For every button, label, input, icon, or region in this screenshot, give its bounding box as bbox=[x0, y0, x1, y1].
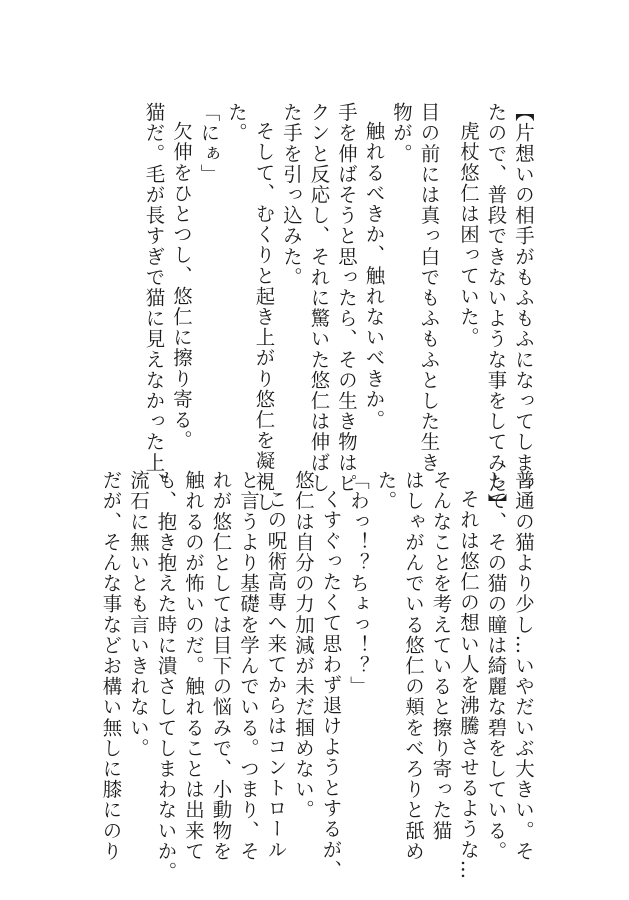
body-line: た。 bbox=[225, 102, 248, 144]
body-line: 触れるべきか、触れないべきか。 bbox=[362, 121, 386, 430]
title-line-1: 【片想いの相手がもふもふになってしまっ bbox=[512, 102, 535, 494]
body-line: 虎杖悠仁は困っていた。 bbox=[457, 121, 480, 348]
body-line: そして、むくりと起き上がり悠仁を凝視し bbox=[252, 121, 276, 513]
dialogue-line: 「にぁ」 bbox=[197, 102, 221, 185]
body-line: 悠仁は自分の力加減が未だ掴めない。 bbox=[292, 470, 315, 821]
body-line: と言うより基礎を学んでいる。つまり、そ bbox=[237, 470, 260, 862]
body-line: だが、そんな事などお構い無しに膝にのり bbox=[99, 470, 123, 862]
body-line: この呪術高専へ来てからはコントロール bbox=[264, 489, 288, 860]
body-line: た手を引っ込みた。 bbox=[280, 102, 303, 288]
body-line: 流石に無いとも言いきれない。 bbox=[127, 470, 150, 759]
body-line: くすぐったくて思わず退けようとするが、 bbox=[319, 489, 343, 881]
body-line: クンと反応し、それに驚いた悠仁は伸ばし bbox=[307, 102, 331, 494]
body-line: それは悠仁の想い人を沸騰させるような… bbox=[457, 489, 480, 881]
body-line: れが悠仁としては目下の悩みで、小動物を bbox=[209, 470, 233, 862]
body-line: 普通の猫より少し…いやだいぶ大きい。そ bbox=[512, 470, 535, 862]
bottom-text-block bbox=[97, 470, 537, 882]
body-line: 欠伸をひとつし、悠仁に擦り寄る。 bbox=[170, 121, 193, 451]
body-line: 猫だ。毛が長すぎで猫に見えなかった上、 bbox=[142, 102, 166, 494]
dialogue-line: 「わっ！？ちょっ！？」 bbox=[347, 470, 370, 697]
body-line: はしゃがんでいる悠仁の頬をべろりと舐め bbox=[402, 470, 425, 862]
body-line: 手を伸ばそうと思ったら、その生き物はピ bbox=[335, 102, 358, 494]
body-line: た。 bbox=[374, 470, 398, 512]
body-line: も、抱き抱えた時に潰さしてしまわないか。 bbox=[154, 470, 178, 882]
body-line: して、その猫の瞳は綺麗な碧をしている。 bbox=[484, 470, 508, 862]
top-text-block bbox=[140, 102, 537, 514]
body-line: 物が。 bbox=[390, 102, 413, 164]
body-line: 目の前には真っ白でもふもふとした生き bbox=[417, 102, 441, 473]
body-line: そんなことを考えていると擦り寄った猫 bbox=[429, 470, 453, 841]
body-line: 触れるのが怖いのだ。触れることは出来て bbox=[182, 470, 205, 862]
title-line-2: たので、普段できないような事をしてみた】 bbox=[484, 102, 508, 514]
